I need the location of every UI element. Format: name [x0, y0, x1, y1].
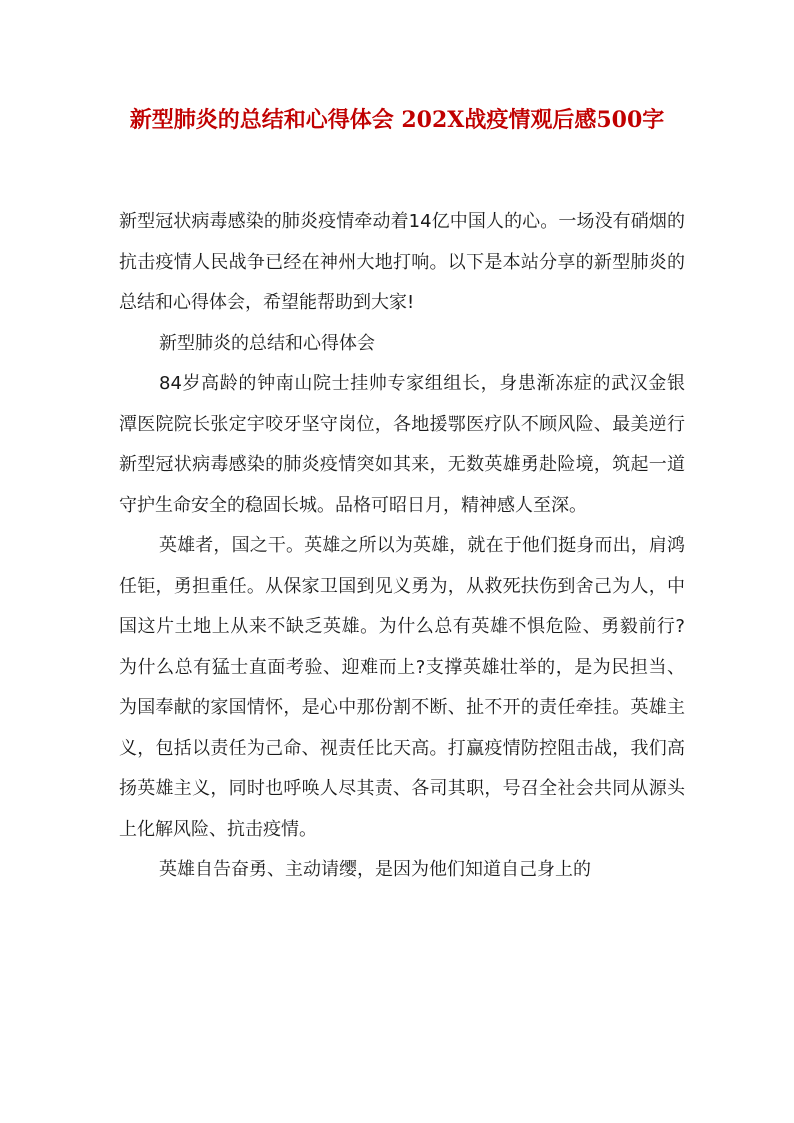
paragraph: 84岁高龄的钟南山院士挂帅专家组组长，身患渐冻症的武汉金银潭医院院长张定宇咬牙坚守岗位，各地援鄂医疗队不顾风险、最美逆行新型冠状病毒感染的肺炎疫情突如其来，无数英雄勇赴险境，筑起一道守护生命安全的稳固长城。品格可昭日月，精神感人至深。	[119, 373, 685, 516]
paragraph: 英雄自告奋勇、主动请缨，是因为他们知道自己身上的	[159, 859, 591, 880]
document-body	[119, 202, 685, 891]
paragraph: 英雄者，国之干。英雄之所以为英雄，就在于他们挺身而出，肩鸿任钜，勇担重任。从保家卫国到见义勇为，从救死扶伤到舍己为人，中国这片土地上从来不缺乏英雄。为什么总有英雄不惧危险、勇毅前行?为什么总有猛士直面考验、迎难而上?支撑英雄壮举的，是为民担当、为国奉献的家国情怀，是心中那份割不断、扯不开的责任牵挂。英雄主义，包括以责任为己命、视责任比天高。打赢疫情防控阻击战，我们高扬英雄主义，同时也呼唤人尽其责、各司其职，号召全社会共同从源头上化解风险、抗击疫情。	[119, 535, 685, 840]
paragraph-subheading: 新型肺炎的总结和心得体会	[159, 332, 375, 354]
paragraph-intro: 新型冠状病毒感染的肺炎疫情牵动着14亿中国人的心。一场没有硝烟的抗击疫情人民战争已经在神州大地打响。以下是本站分享的新型肺炎的总结和心得体会，希望能帮助到大家!	[119, 211, 685, 313]
document-title: 新型肺炎的总结和心得体会 202X战疫情观后感500字	[129, 107, 665, 133]
